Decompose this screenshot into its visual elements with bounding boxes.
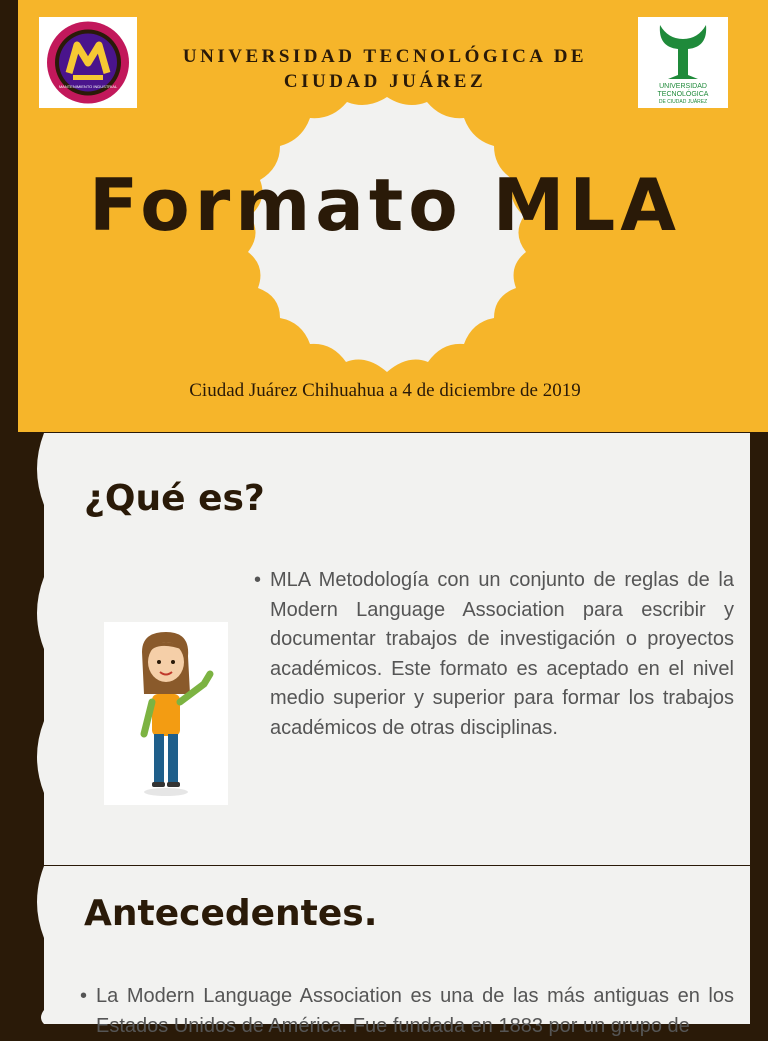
left-dark-bar xyxy=(0,0,18,432)
antecedentes-heading: Antecedentes. xyxy=(84,893,378,934)
bullet-icon: • xyxy=(80,985,88,1007)
svg-text:DE CIUDAD JUÁREZ: DE CIUDAD JUÁREZ xyxy=(658,99,708,105)
ut-emblem-icon xyxy=(638,17,728,108)
what-is-heading: ¿Qué es? xyxy=(84,478,265,519)
ut-ciudad-juarez-logo xyxy=(638,17,728,108)
presentation-title: Formato MLA xyxy=(88,163,682,247)
wavy-edge-decoration xyxy=(0,866,60,1024)
mantenimiento-industrial-logo xyxy=(39,17,137,108)
what-is-text: MLA Metodología con un conjunto de reglas de la Modern Language Association para escribir y documentar trabajos de investigación o proyectos académicos. Este formato es aceptado en el nivel medio superior y superior para formar los trabajos académicos de otras disciplinas. xyxy=(270,569,734,739)
title-slide xyxy=(0,0,768,432)
date-location: Ciudad Juárez Chihuahua a 4 de diciembre de 2019 xyxy=(189,380,581,401)
antecedentes-bullet xyxy=(80,982,734,1041)
svg-text:TECNOLÓGICA: TECNOLÓGICA xyxy=(657,91,709,98)
girl-illustration xyxy=(104,622,228,805)
svg-text:UNIVERSIDAD: UNIVERSIDAD xyxy=(659,83,707,90)
university-name: UNIVERSIDAD TECNOLÓGICA DE CIUDAD JUÁREZ xyxy=(182,46,588,92)
antecedentes-text: La Modern Language Association es una de las más antiguas en los Estados Unidos de América. Fue fundada en 1883 por un grupo de xyxy=(96,985,734,1037)
svg-text:MANTENIMIENTO INDUSTRIAL: MANTENIMIENTO INDUSTRIAL xyxy=(58,84,118,89)
girl-pointing-icon xyxy=(104,622,228,805)
wavy-edge-decoration xyxy=(0,433,60,865)
mi-seal-icon xyxy=(39,17,137,108)
bullet-icon: • xyxy=(254,569,262,591)
what-is-bullet xyxy=(254,566,734,743)
